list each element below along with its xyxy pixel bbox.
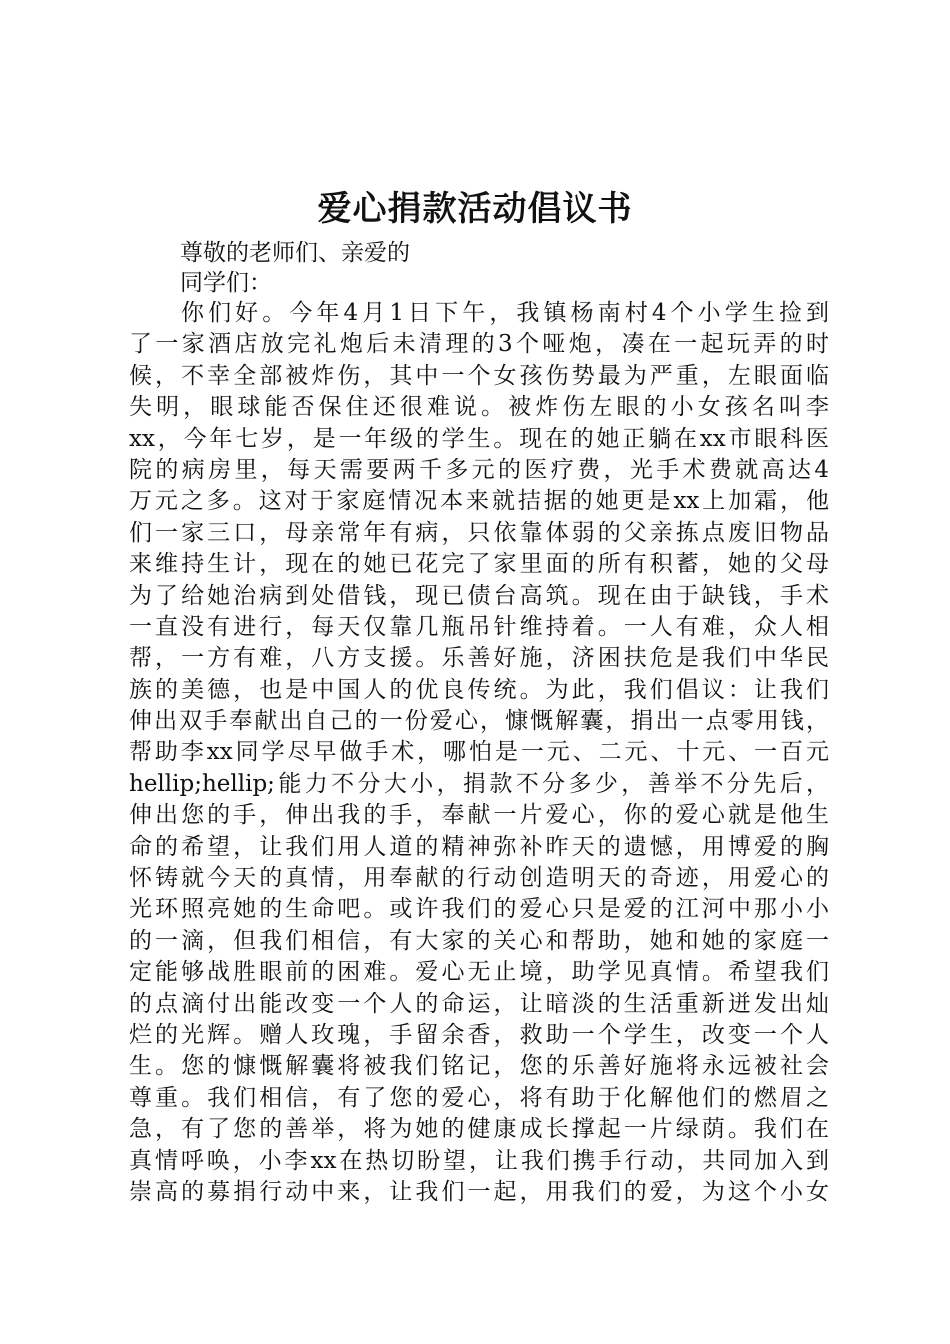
body-line: 一直没有进行，每天仅靠几瓶吊针维持着。一人有难，众人相 [129,613,829,640]
body-line: 烂的光辉。赠人玫瑰，手留余香，救助一个学生，改变一个人 [129,1021,829,1048]
body-line: 帮，一方有难，八方支援。乐善好施，济困扶危是我们中华民 [129,645,829,672]
body-line: 急，有了您的善举，将为她的健康成长撑起一片绿荫。我们在 [129,1116,829,1143]
body-line: 万元之多。这对于家庭情况本来就拮据的她更是xx上加霜，他 [129,488,829,515]
body-line: 命的希望，让我们用人道的精神弥补昨天的遗憾，用博爱的胸 [129,833,829,860]
document-title: 爱心捐款活动倡议书 [317,189,633,229]
body-line: 失明，眼球能否保住还很难说。被炸伤左眼的小女孩名叫李 [129,394,829,421]
body-line: 尊重。我们相信，有了您的爱心，将有助于化解他们的燃眉之 [129,1084,829,1111]
salutation-line-1: 尊敬的老师们、亲爱的 [180,240,410,266]
body-line: 族的美德，也是中国人的优良传统。为此，我们倡议：让我们 [129,676,829,703]
salutation-line-2: 同学们： [180,270,272,296]
body-line: 伸出您的手，伸出我的手，奉献一片爱心，你的爱心就是他生 [129,802,829,829]
body-line: 定能够战胜眼前的困难。爱心无止境，助学见真情。希望我们 [129,959,829,986]
body-line: 的一滴，但我们相信，有大家的关心和帮助，她和她的家庭一 [129,927,829,954]
body-line: 怀铸就今天的真情，用奉献的行动创造明天的奇迹，用爱心的 [129,865,829,892]
body-line: 崇高的募捐行动中来，让我们一起，用我们的爱，为这个小女 [129,1178,829,1205]
body-line: xx，今年七岁，是一年级的学生。现在的她正躺在xx市眼科医 [129,425,829,452]
body-paragraph [129,298,829,1208]
body-line: 光环照亮她的生命吧。或许我们的爱心只是爱的江河中那小小 [129,896,829,923]
body-line: 们一家三口，母亲常年有病，只依靠体弱的父亲拣点废旧物品 [129,519,829,546]
body-line: 伸出双手奉献出自己的一份爱心，慷慨解囊，捐出一点零用钱， [129,708,829,735]
body-line: 院的病房里，每天需要两千多元的医疗费，光手术费就高达4 [129,456,829,483]
body-line: 候，不幸全部被炸伤，其中一个女孩伤势最为严重，左眼面临 [129,362,829,389]
body-line: hellip;hellip;能力不分大小，捐款不分多少，善举不分先后， [129,770,829,797]
body-line: 为了给她治病到处借钱，现已债台高筑。现在由于缺钱，手术 [129,582,829,609]
body-line: 你们好。今年4月1日下午，我镇杨南村4个小学生捡到 [181,300,829,326]
body-line: 真情呼唤，小李xx在热切盼望，让我们携手行动，共同加入到 [129,1147,829,1174]
body-line: 的点滴付出能改变一个人的命运，让暗淡的生活重新迸发出灿 [129,990,829,1017]
body-line: 来维持生计，现在的她已花完了家里面的所有积蓄，她的父母 [129,551,829,578]
body-line: 生。您的慷慨解囊将被我们铭记，您的乐善好施将永远被社会 [129,1053,829,1080]
body-line: 帮助李xx同学尽早做手术，哪怕是一元、二元、十元、一百元 [129,739,829,766]
body-line: 了一家酒店放完礼炮后未清理的3个哑炮，凑在一起玩弄的时 [129,331,829,358]
